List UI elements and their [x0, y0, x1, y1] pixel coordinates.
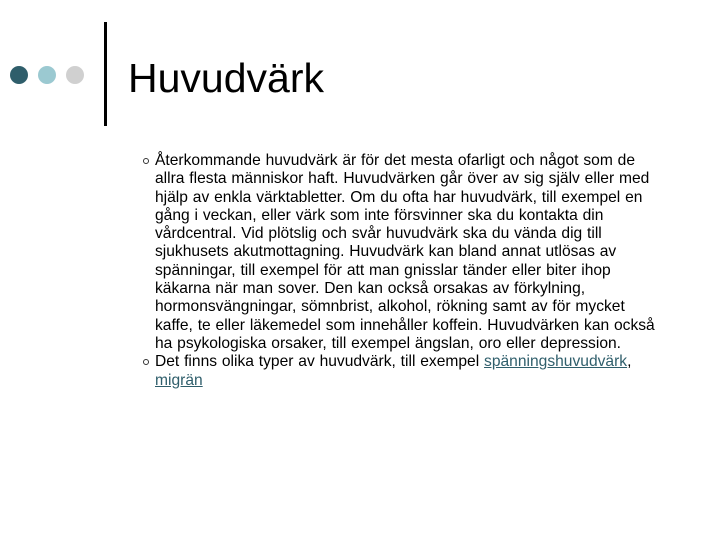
bullet-icon	[143, 359, 149, 365]
title-divider	[104, 22, 107, 126]
bullet-icon	[143, 158, 149, 164]
bullet-list	[143, 152, 663, 390]
bullet-item	[143, 353, 663, 390]
link-separator: ,	[627, 353, 632, 371]
bullet-text-with-links	[155, 353, 663, 390]
dark-teal-dot-icon	[10, 66, 28, 84]
gray-dot-icon	[66, 66, 84, 84]
bullet-text: Det finns olika typer av huvudvärk, till exempel	[155, 353, 480, 371]
link-spanningshuvudvark[interactable]: spänningshuvudvärk	[484, 353, 628, 371]
light-teal-dot-icon	[38, 66, 56, 84]
link-migran[interactable]: migrän	[155, 371, 203, 389]
slide-title: Huvudvärk	[128, 55, 324, 101]
bullet-item	[143, 152, 663, 353]
bullet-text: Återkommande huvudvärk är för det mesta ofarligt och något som de allra flesta människor haft. Huvudvärken går över av sig själv eller med hjälp av enkla värktabletter. Om du ofta har huvudvärk, till exempel en gång i veckan, eller värk som inte försvinner ska du kontakta din vårdcentral. Vid plötslig och svår huvudvärk ska du vända dig till sjukhusets akutmottagning. Huvudvärk kan bland annat utlösas av spänningar, till exempel för att man gnisslar tänder eller biter ihop käkarna när man sover. Den kan också orsakas av förkylning, hormonsvängningar, sömnbrist, alkohol, rökning samt av för mycket kaffe, te eller läkemedel som innehåller koffein. Huvudvärken kan också ha psykologiska orsaker, till exempel ängslan, oro eller depression.	[155, 152, 655, 352]
